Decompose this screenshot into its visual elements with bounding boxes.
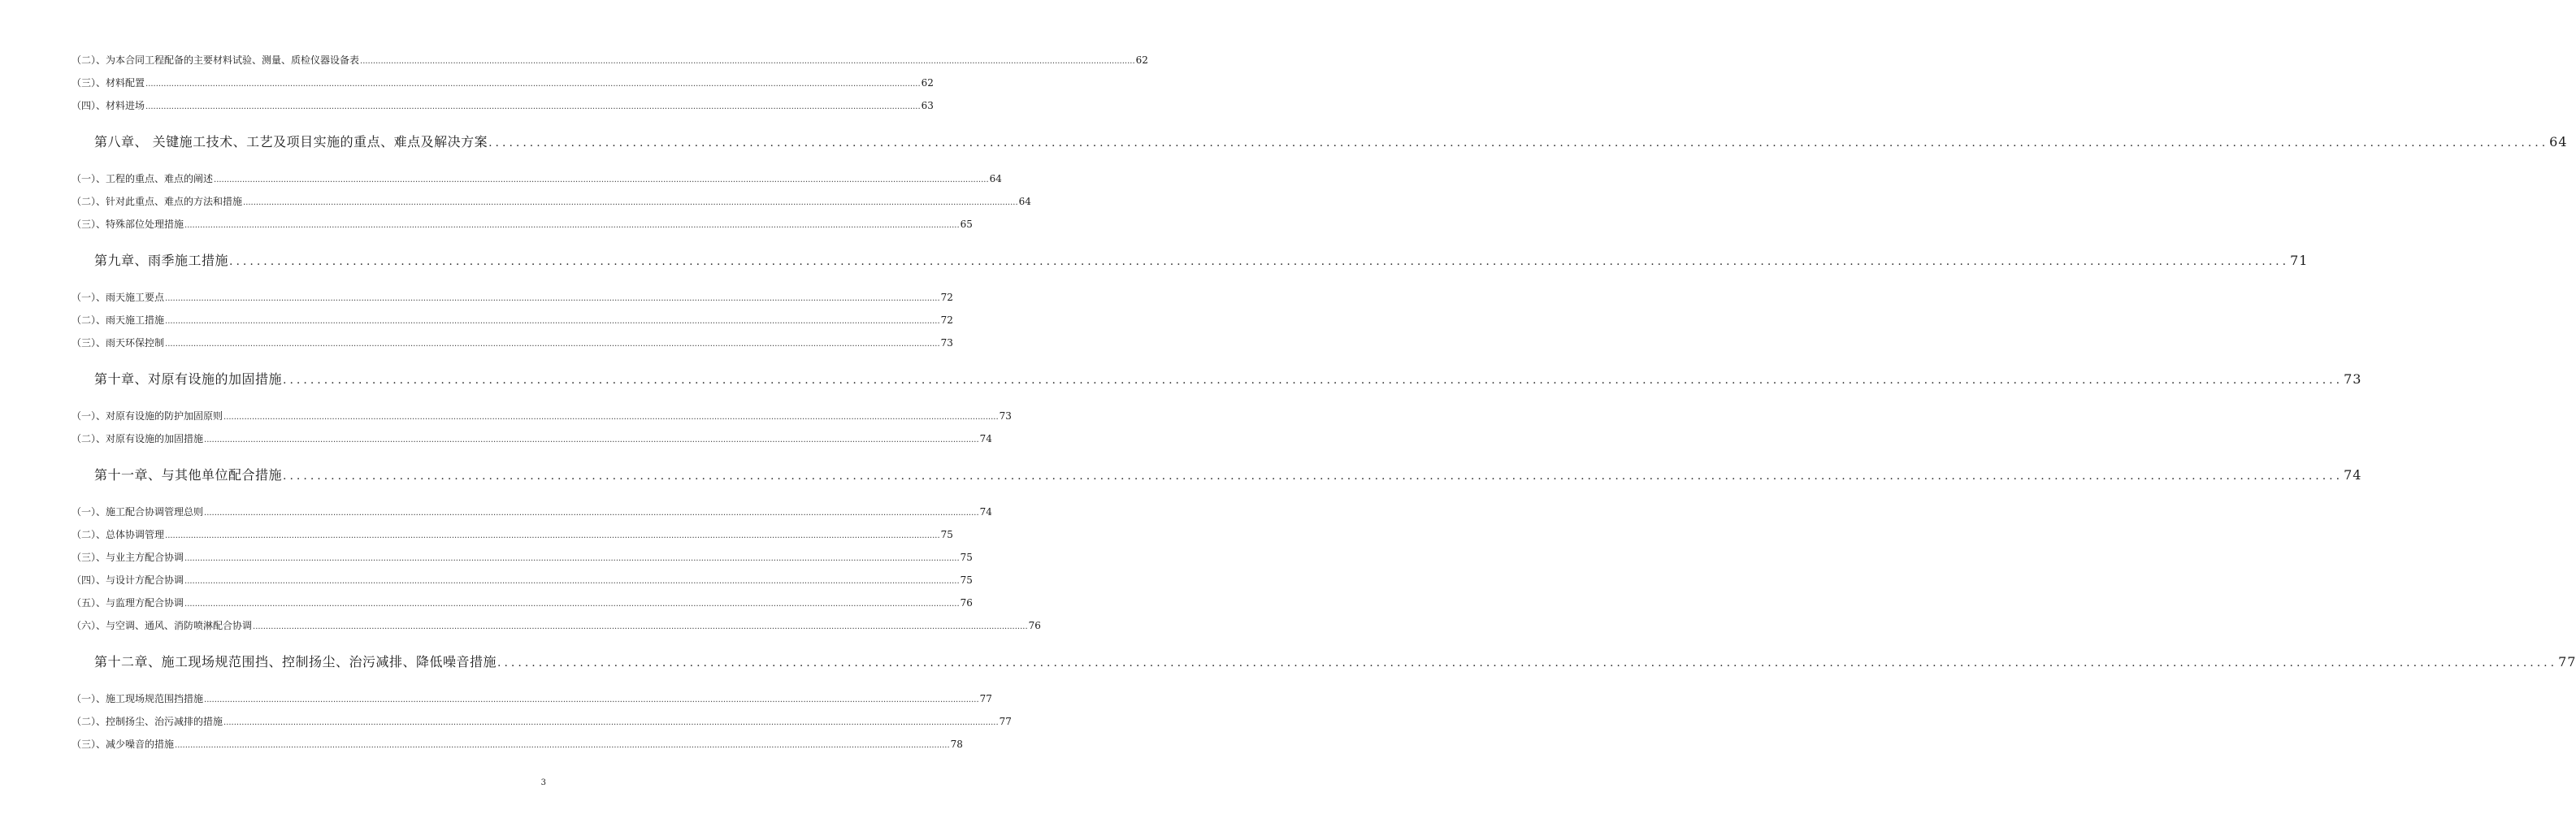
toc-entry — [72, 410, 1012, 422]
toc-entry-page: 76 — [960, 597, 973, 609]
dot-leader: ............................................................................................................................................................................................................................................................................................................ — [283, 374, 2344, 387]
dot-leader: ............................................................................................................................................................................................................................................................................................................ — [184, 221, 960, 230]
toc-entry-label: （一）、施工现场规范围挡措施 — [72, 693, 204, 704]
toc-chapter-label: 第十一章、与其他单位配合措施 — [94, 467, 283, 483]
toc-chapter-page: 73 — [2344, 371, 2362, 387]
toc-entry-page: 72 — [940, 292, 953, 303]
toc-entry-page: 75 — [940, 529, 953, 540]
toc-entry-label: （四）、与设计方配合协调 — [72, 574, 184, 586]
toc-entry — [72, 505, 992, 518]
dot-leader: ............................................................................................................................................................................................................................................................................................................ — [283, 470, 2344, 483]
toc-entry-label: （一）、工程的重点、难点的阐述 — [72, 173, 214, 184]
toc-chapter-page: 77 — [2558, 654, 2576, 670]
toc-chapter-label: 第十二章、施工现场规范围挡、控制扬尘、治污减排、降低噪音措施 — [94, 654, 497, 670]
toc-entry-label: （二）、针对此重点、难点的方法和措施 — [72, 196, 243, 207]
toc-chapter-page: 64 — [2549, 134, 2568, 150]
toc-entry — [72, 99, 934, 112]
dot-leader: ............................................................................................................................................................................................................................................................................................................ — [204, 696, 979, 704]
toc-entry — [72, 76, 934, 89]
toc-entry — [72, 574, 973, 587]
toc-entry — [72, 738, 963, 751]
toc-entry-label: （三）、与业主方配合协调 — [72, 552, 184, 563]
toc-entry-label: （二）、总体协调管理 — [72, 529, 165, 540]
toc-entry-page: 62 — [1135, 54, 1148, 66]
toc-entry — [72, 336, 953, 349]
toc-entry — [72, 291, 953, 304]
toc-chapter-page: 71 — [2290, 253, 2309, 268]
toc-chapter — [72, 252, 2309, 270]
dot-leader: ............................................................................................................................................................................................................................................................................................................ — [184, 554, 960, 563]
toc-entry-label: （二）、控制扬尘、治污减排的措施 — [72, 716, 223, 727]
toc-entry-page: 77 — [979, 693, 992, 704]
toc-entry — [72, 619, 1041, 632]
dot-leader: ............................................................................................................................................................................................................................................................................................................ — [204, 509, 979, 518]
toc-entry — [72, 692, 992, 705]
toc-entry — [72, 54, 1148, 67]
toc-entry-page: 65 — [960, 219, 973, 230]
dot-leader: ............................................................................................................................................................................................................................................................................................................ — [184, 600, 960, 609]
dot-leader: ............................................................................................................................................................................................................................................................................................................ — [165, 340, 940, 349]
toc-entry-label: （一）、施工配合协调管理总则 — [72, 506, 204, 518]
page-number: 3 — [540, 778, 546, 787]
toc-chapter-label: 第八章、 关键施工技术、工艺及项目实施的重点、难点及解决方案 — [94, 134, 488, 150]
toc-entry-label: （三）、雨天环保控制 — [72, 337, 165, 349]
toc-chapter-label: 第十章、对原有设施的加固措施 — [94, 371, 283, 387]
toc-entry-page: 78 — [950, 739, 963, 750]
toc-entry-label: （六）、与空调、通风、消防喷淋配合协调 — [72, 620, 253, 631]
toc-entry-label: （一）、雨天施工要点 — [72, 292, 165, 303]
dot-leader: ............................................................................................................................................................................................................................................................................................................ — [360, 57, 1135, 66]
toc-entry-page: 75 — [960, 552, 973, 563]
toc-entry-page: 74 — [979, 433, 992, 444]
toc-entry-label: （三）、材料配置 — [72, 77, 145, 89]
dot-leader: ............................................................................................................................................................................................................................................................................................................ — [497, 656, 2558, 670]
toc-entry — [72, 314, 953, 327]
toc-entry-page: 73 — [940, 337, 953, 349]
toc-entry-page: 63 — [921, 100, 934, 111]
dot-leader: ............................................................................................................................................................................................................................................................................................................ — [145, 102, 921, 111]
toc-chapter — [72, 133, 2568, 151]
dot-leader: ............................................................................................................................................................................................................................................................................................................ — [165, 317, 940, 326]
toc-entry-page: 74 — [979, 506, 992, 518]
toc-entry-page: 64 — [989, 173, 1002, 184]
toc-chapter — [72, 653, 2576, 671]
toc-chapter — [72, 466, 2362, 484]
dot-leader: ............................................................................................................................................................................................................................................................................................................ — [214, 176, 989, 184]
dot-leader: ............................................................................................................................................................................................................................................................................................................ — [184, 577, 960, 586]
toc-entry-page: 73 — [999, 410, 1012, 422]
toc-entry-page: 77 — [999, 716, 1012, 727]
toc-chapter-page: 74 — [2344, 467, 2362, 483]
dot-leader: ............................................................................................................................................................................................................................................................................................................ — [165, 294, 940, 303]
toc-entry-label: （五）、与监理方配合协调 — [72, 597, 184, 609]
toc-entry — [72, 715, 1012, 728]
toc-entry — [72, 596, 973, 609]
toc-chapter-label: 第九章、雨季施工措施 — [94, 253, 229, 268]
toc-entry-label: （四）、材料进场 — [72, 100, 145, 111]
toc-entry-label: （二）、对原有设施的加固措施 — [72, 433, 204, 444]
dot-leader: ............................................................................................................................................................................................................................................................................................................ — [243, 198, 1018, 207]
toc-entry-page: 75 — [960, 574, 973, 586]
toc-entry — [72, 218, 973, 231]
toc-entry-page: 62 — [921, 77, 934, 89]
dot-leader: ............................................................................................................................................................................................................................................................................................................ — [145, 80, 921, 89]
toc-entry — [72, 172, 1002, 185]
dot-leader: ............................................................................................................................................................................................................................................................................................................ — [488, 136, 2549, 150]
toc-chapter — [72, 370, 2362, 388]
toc-entry — [72, 195, 1031, 208]
dot-leader: ............................................................................................................................................................................................................................................................................................................ — [204, 436, 979, 444]
dot-leader: ............................................................................................................................................................................................................................................................................................................ — [175, 741, 950, 750]
toc-entry-label: （三）、特殊部位处理措施 — [72, 219, 184, 230]
toc-entry-label: （三）、减少噪音的措施 — [72, 739, 175, 750]
dot-leader: ............................................................................................................................................................................................................................................................................................................ — [223, 718, 999, 727]
dot-leader: ............................................................................................................................................................................................................................................................................................................ — [229, 255, 2290, 268]
toc-entry-page: 72 — [940, 314, 953, 326]
dot-leader: ............................................................................................................................................................................................................................................................................................................ — [223, 413, 999, 422]
toc-entry-label: （一）、对原有设施的防护加固原则 — [72, 410, 223, 422]
toc-entry — [72, 551, 973, 564]
dot-leader: ............................................................................................................................................................................................................................................................................................................ — [253, 622, 1028, 631]
toc-entry-page: 64 — [1018, 196, 1031, 207]
toc-entry — [72, 432, 992, 445]
toc-entry-label: （二）、为本合同工程配备的主要材料试验、测量、质检仪器设备表 — [72, 54, 360, 66]
toc-entry — [72, 528, 953, 541]
toc-entry-label: （二）、雨天施工措施 — [72, 314, 165, 326]
dot-leader: ............................................................................................................................................................................................................................................................................................................ — [165, 531, 940, 540]
toc-entry-page: 76 — [1028, 620, 1041, 631]
